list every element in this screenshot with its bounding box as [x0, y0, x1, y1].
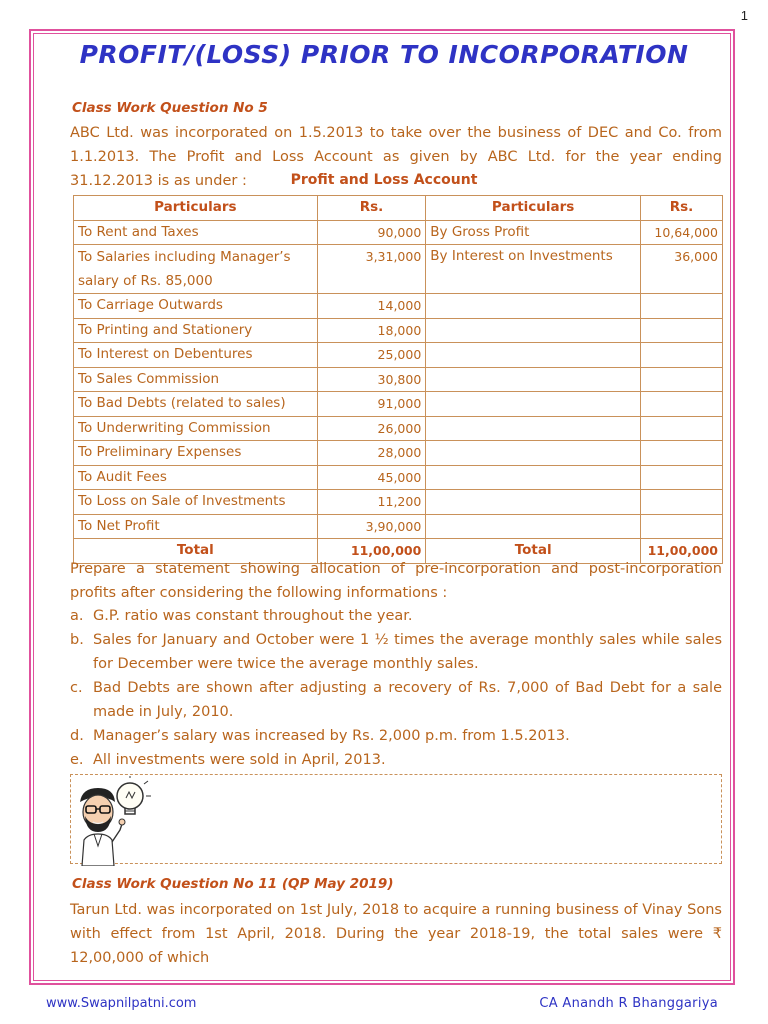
list-marker: d. [70, 728, 84, 744]
credit-amount: 10,64,000 [641, 220, 723, 245]
question-11-text: Tarun Ltd. was incorporated on 1st July, 2018 to acquire a running business of Vinay Sons with effect from 1st April, 2018. During the year 2018-19, the total sales were ₹ 12,00,000 of which [70, 902, 722, 966]
debit-amount: 45,000 [317, 465, 426, 490]
credit-amount: 36,000 [641, 245, 723, 294]
debit-item: To Audit Fees [74, 465, 318, 490]
list-item-text: Sales for January and October were 1 ½ times the average monthly sales while sales for December were twice the average monthly sales. [93, 632, 722, 672]
credit-amount [641, 416, 723, 441]
question-11-heading: Class Work Question No 11 (QP May 2019) [72, 876, 394, 892]
debit-item: To Carriage Outwards [74, 294, 318, 319]
header-particulars-debit: Particulars [74, 196, 318, 221]
list-marker: b. [70, 632, 84, 648]
table-row [74, 441, 723, 466]
debit-item: To Net Profit [74, 514, 318, 539]
list-item-text: All investments were sold in April, 2013. [93, 752, 386, 768]
list-item [70, 604, 722, 628]
table-row [74, 416, 723, 441]
credit-item [426, 514, 641, 539]
page-title: PROFIT/(LOSS) PRIOR TO INCORPORATION [79, 40, 689, 69]
total-label-debit: Total [74, 539, 318, 564]
question-5-heading: Class Work Question No 5 [72, 100, 268, 116]
debit-item: To Rent and Taxes [74, 220, 318, 245]
debit-amount: 11,200 [317, 490, 426, 515]
header-rs-credit: Rs. [641, 196, 723, 221]
table-row [74, 465, 723, 490]
table-header-row [74, 196, 723, 221]
credit-item [426, 343, 641, 368]
credit-amount [641, 465, 723, 490]
credit-amount [641, 441, 723, 466]
credit-amount [641, 392, 723, 417]
debit-amount: 3,31,000 [317, 245, 426, 294]
debit-item: To Bad Debts (related to sales) [74, 392, 318, 417]
debit-item: To Sales Commission [74, 367, 318, 392]
total-label-credit: Total [426, 539, 641, 564]
list-marker: e. [70, 752, 84, 768]
table-row [74, 343, 723, 368]
table-row [74, 245, 723, 294]
question-5-instruction: Prepare a statement showing allocation of pre-incorporation and post-incorporation profits after considering the following informations : [70, 561, 722, 601]
credit-item [426, 294, 641, 319]
credit-item [426, 392, 641, 417]
credit-item [426, 465, 641, 490]
table-row [74, 220, 723, 245]
debit-item: To Loss on Sale of Investments [74, 490, 318, 515]
credit-amount [641, 514, 723, 539]
debit-item: To Underwriting Commission [74, 416, 318, 441]
total-amount-credit: 11,00,000 [641, 539, 723, 564]
credit-item: By Interest on Investments [426, 245, 641, 294]
conditions-list [70, 604, 722, 772]
footer-author: CA Anandh R Bhanggariya [539, 996, 718, 1011]
footer-website: www.Swapnilpatni.com [46, 996, 197, 1011]
teacher-idea-icon [74, 776, 154, 866]
list-item [70, 748, 722, 772]
notes-box [70, 774, 722, 864]
debit-amount: 91,000 [317, 392, 426, 417]
debit-item: To Printing and Stationery [74, 318, 318, 343]
debit-amount: 90,000 [317, 220, 426, 245]
list-item-text: Manager’s salary was increased by Rs. 2,000 p.m. from 1.5.2013. [93, 728, 570, 744]
credit-item [426, 441, 641, 466]
list-item [70, 628, 722, 676]
debit-amount: 28,000 [317, 441, 426, 466]
list-marker: a. [70, 608, 84, 624]
list-item-text: Bad Debts are shown after adjusting a recovery of Rs. 7,000 of Bad Debt for a sale made in July, 2010. [93, 680, 722, 720]
credit-amount [641, 318, 723, 343]
credit-amount [641, 343, 723, 368]
list-item [70, 724, 722, 748]
list-marker: c. [70, 680, 83, 696]
debit-item: To Preliminary Expenses [74, 441, 318, 466]
list-item-text: G.P. ratio was constant throughout the year. [93, 608, 413, 624]
table-row [74, 392, 723, 417]
debit-amount: 3,90,000 [317, 514, 426, 539]
credit-item [426, 416, 641, 441]
debit-amount: 30,800 [317, 367, 426, 392]
list-item [70, 676, 722, 724]
table-row [74, 318, 723, 343]
page-number: 1 [740, 8, 748, 23]
debit-amount: 26,000 [317, 416, 426, 441]
debit-amount: 14,000 [317, 294, 426, 319]
debit-amount: 18,000 [317, 318, 426, 343]
table-row [74, 294, 723, 319]
table-row [74, 514, 723, 539]
debit-item: To Salaries including Manager’s salary of Rs. 85,000 [74, 245, 318, 294]
credit-item [426, 367, 641, 392]
table-row [74, 490, 723, 515]
header-rs-debit: Rs. [317, 196, 426, 221]
credit-item: By Gross Profit [426, 220, 641, 245]
credit-amount [641, 294, 723, 319]
debit-amount: 25,000 [317, 343, 426, 368]
credit-amount [641, 367, 723, 392]
profit-loss-table [73, 195, 723, 564]
credit-item [426, 490, 641, 515]
table-caption: Profit and Loss Account [290, 172, 478, 188]
header-particulars-credit: Particulars [426, 196, 641, 221]
credit-item [426, 318, 641, 343]
total-amount-debit: 11,00,000 [317, 539, 426, 564]
debit-item: To Interest on Debentures [74, 343, 318, 368]
question-5-intro: ABC Ltd. was incorporated on 1.5.2013 to take over the business of DEC and Co. from 1.1.2013. The Profit and Loss Account as given by ABC Ltd. for the year ending 31.12.2013 is as under : [70, 125, 722, 189]
credit-amount [641, 490, 723, 515]
table-row [74, 367, 723, 392]
